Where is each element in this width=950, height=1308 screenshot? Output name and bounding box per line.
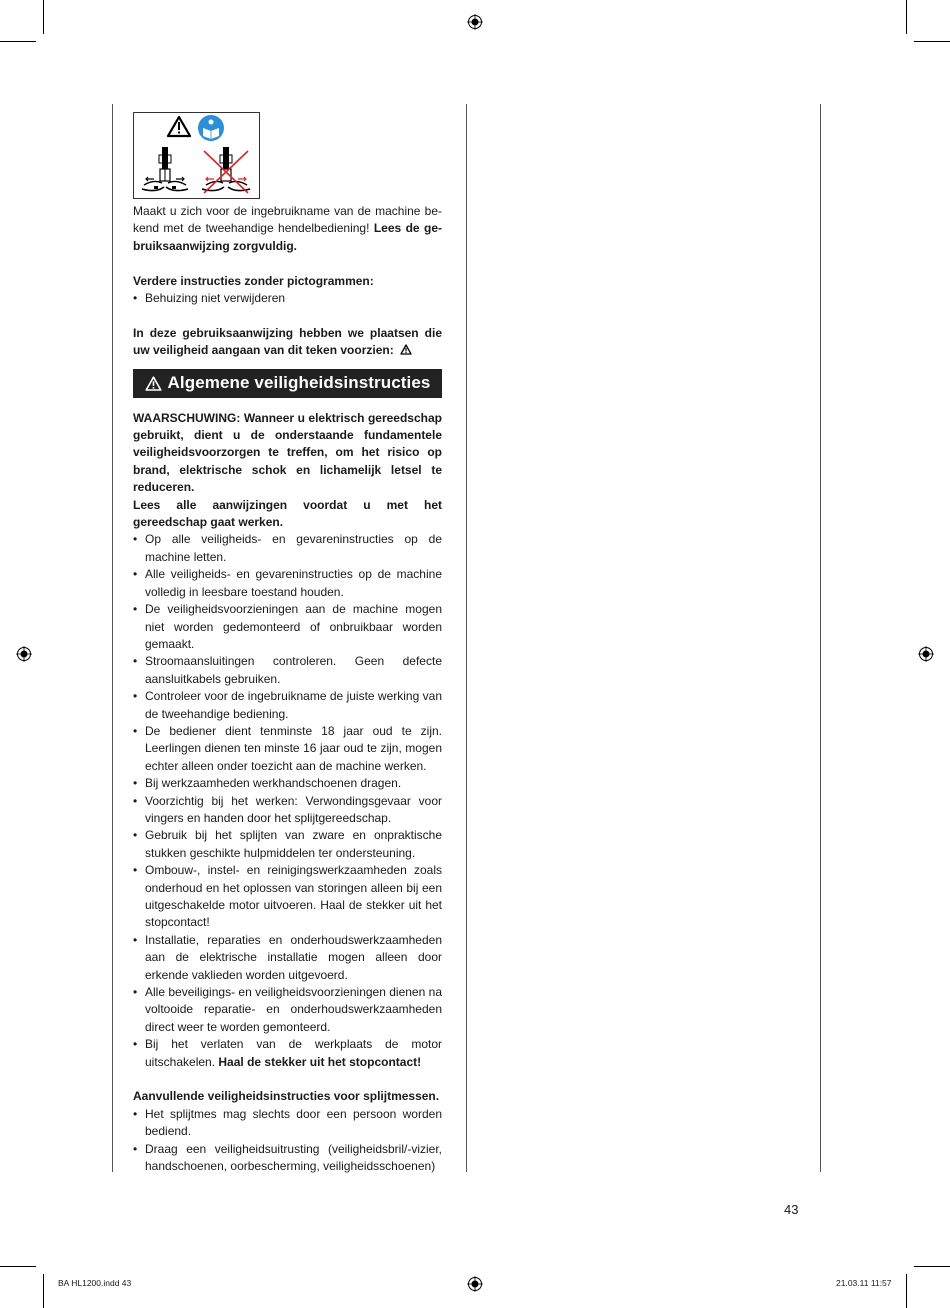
section-title: Algemene veiligheidsinstructies (167, 373, 431, 393)
read-all-paragraph: Lees alle aanwijzingen voordat u met het gereedschap gaat werken. (133, 497, 442, 530)
crop-mark (0, 41, 36, 42)
list-item: • Op alle veiligheids- en gevareninstructies op de machine letten. (133, 532, 442, 564)
column-rule (112, 104, 113, 1172)
list-item: • Het splijtmes mag slechts door een persoon worden bediend. (133, 1106, 442, 1139)
list-item: • Draag een veiligheidsuitrusting (veiligheidsbril/-vizier, handschoenen, oorbescherming, veiligheidsschoenen) (133, 1141, 442, 1174)
crop-mark (43, 1274, 44, 1308)
slug-date: 21.03.11 11:57 (836, 1278, 892, 1288)
list-item: • Stroomaansluitingen controleren. Geen defecte aansluitkabels gebruiken. (133, 654, 442, 686)
intro-paragraph: Maakt u zich voor de ingebruikname van de machine bekend met de tweehandige hendelbediening! Lees de gebruiksaanwijzing zorgvuldig. (133, 204, 442, 253)
slug-filename: BA HL1200.indd 43 (58, 1278, 132, 1288)
two-hand-operation-correct-icon (142, 147, 188, 191)
section-banner (133, 369, 442, 398)
text-column (133, 112, 442, 1175)
crop-mark (906, 0, 907, 34)
registration-mark-icon (467, 14, 483, 30)
list-item: • Behuizing niet verwijderen (133, 291, 286, 306)
crop-mark (914, 41, 950, 42)
symbol-note: In deze gebruiksaanwijzing hebben we plaatsen die uw veiligheid aangaan van dit teken voorzien: (133, 325, 442, 358)
list-item: • Alle veiligheids- en gevareninstructies op de machine volledig in leesbare toestand houden. (133, 567, 442, 599)
list-item: • Voorzichtig bij het werken: Verwondingsgevaar voor vingers en handen door het splijtgereedschap. (133, 793, 442, 825)
list-item: • Bij werkzaamheden werkhandschoenen dragen. (133, 776, 402, 791)
registration-mark-icon (467, 1276, 483, 1292)
splitting-safety-list (133, 1106, 442, 1176)
crop-mark (0, 1266, 36, 1267)
column-rule (466, 104, 467, 1172)
list-item: • Controleer voor de ingebruikname de juiste werking van de tweehandige bediening. (133, 689, 442, 721)
warning-triangle-icon (400, 344, 412, 355)
further-instructions-heading: Verdere instructies zonder pictogrammen: (133, 273, 374, 288)
warning-paragraph: WAARSCHUWING: Wanneer u elektrisch gereedschap gebruikt, dient u de onderstaande fundamentele veiligheidsvoorzorgen te treffen, om het risico op brand, elektrische schok en lichamelijk letsel te reduceren. (133, 410, 442, 495)
page-number: 43 (784, 1202, 799, 1217)
crop-mark (43, 0, 44, 34)
column-rule (820, 104, 821, 1172)
further-instructions-list (133, 290, 442, 307)
list-item: • De veiligheidsvoorzieningen aan de machine mogen niet worden gedemonteerd of onbruikbaar worden gemaakt. (133, 602, 442, 651)
list-item: • Ombouw-, instel- en reinigingswerkzaamheden zoals onderhoud en het oplossen van storingen alleen bij een uitgeschakelde motor uitvoeren. Haal de stekker uit het stopcontact! (133, 863, 442, 930)
crop-mark (906, 1274, 907, 1308)
splitting-heading: Aanvullende veiligheidsinstructies voor splijtmessen. (133, 1089, 440, 1104)
registration-mark-icon (16, 646, 32, 662)
pictogram-box (133, 112, 260, 199)
list-item: • Alle beveiligings- en veiligheidsvoorzieningen dienen na voltooide reparatie- en onderhoudswerkzaamheden direct weer te worden gemonteerd. (133, 985, 442, 1034)
crop-mark (914, 1266, 950, 1267)
general-safety-list (133, 531, 442, 1071)
list-item: • Installatie, reparaties en onderhoudswerkzaamheden aan de elektrische installatie mogen alleen door erkende vaklieden worden uitgevoerd. (133, 932, 442, 982)
warning-triangle-icon (145, 376, 162, 391)
registration-mark-icon (918, 646, 934, 662)
list-item: • De bediener dient tenminste 18 jaar oud te zijn. Leerlingen dienen ten minste 16 jaar oud te zijn, mogen echter alleen onder toezicht aan de machine werken. (133, 723, 442, 773)
read-manual-icon (198, 115, 224, 141)
list-item: • Gebruik bij het splijten van zware en onpraktische stukken geschikte hulpmiddelen ter ondersteuning. (133, 828, 442, 860)
one-hand-operation-prohibited-icon (202, 147, 250, 193)
list-item: • Bij het verlaten van de werkplaats de motor uitschakelen. Haal de stekker uit het stopcontact! (133, 1037, 442, 1069)
warning-triangle-icon (168, 117, 190, 136)
